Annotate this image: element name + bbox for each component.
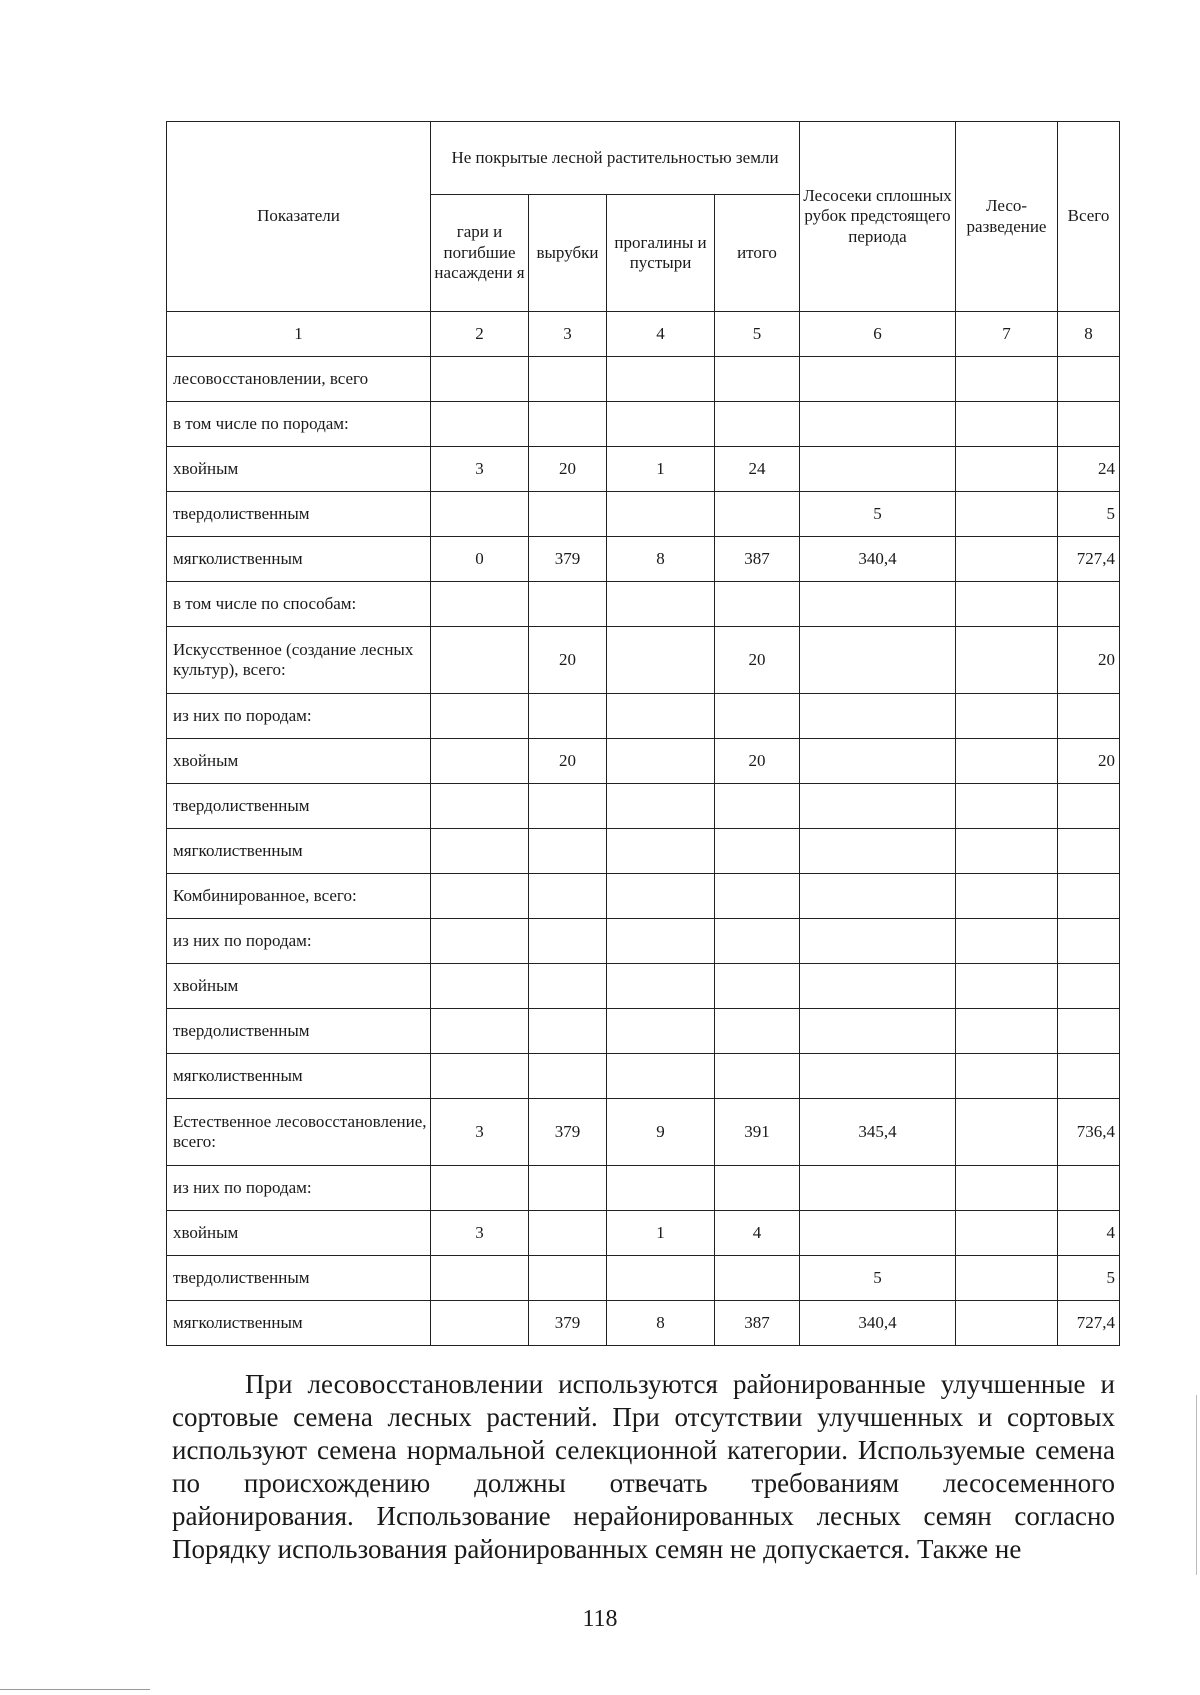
cell-c3: 20	[529, 739, 607, 784]
cell-c3	[529, 492, 607, 537]
cell-c3	[529, 1256, 607, 1301]
cell-c3	[529, 357, 607, 402]
row-label: лесовосстановлении, всего	[167, 357, 431, 402]
cell-c5	[715, 357, 800, 402]
cell-c3: 20	[529, 447, 607, 492]
cell-c8	[1058, 1054, 1120, 1099]
table-header	[167, 122, 1120, 357]
cell-c7	[956, 357, 1058, 402]
cell-c7	[956, 1054, 1058, 1099]
cell-c4	[607, 1256, 715, 1301]
footer-rule	[0, 1689, 150, 1690]
cell-c8: 20	[1058, 627, 1120, 694]
cell-c5: 387	[715, 537, 800, 582]
cell-c5	[715, 874, 800, 919]
row-label: твердолиственным	[167, 1009, 431, 1054]
cell-c2: 3	[431, 1211, 529, 1256]
cell-c2	[431, 739, 529, 784]
cell-c5	[715, 784, 800, 829]
row-label: Комбинированное, всего:	[167, 874, 431, 919]
cell-c2	[431, 1054, 529, 1099]
cell-c7	[956, 1211, 1058, 1256]
header-cutting-areas: Лесосеки сплошных рубок предстоящего периода	[800, 122, 956, 312]
table-row	[167, 1099, 1120, 1166]
row-label: из них по породам:	[167, 1166, 431, 1211]
cell-c7	[956, 874, 1058, 919]
cell-c6	[800, 694, 956, 739]
forest-restoration-table	[166, 121, 1120, 1346]
row-label: мягколиственным	[167, 1054, 431, 1099]
row-label: хвойным	[167, 964, 431, 1009]
cell-c2	[431, 402, 529, 447]
cell-c8: 24	[1058, 447, 1120, 492]
cell-c6: 340,4	[800, 1301, 956, 1346]
row-label: в том числе по способам:	[167, 582, 431, 627]
cell-c4	[607, 1054, 715, 1099]
table-row	[167, 627, 1120, 694]
row-label: из них по породам:	[167, 919, 431, 964]
cell-c8	[1058, 829, 1120, 874]
cell-c6: 5	[800, 492, 956, 537]
column-number: 7	[956, 312, 1058, 357]
cell-c8	[1058, 694, 1120, 739]
cell-c4	[607, 694, 715, 739]
table-row	[167, 1166, 1120, 1211]
cell-c8: 727,4	[1058, 537, 1120, 582]
table-row	[167, 874, 1120, 919]
cell-c2	[431, 694, 529, 739]
cell-c5: 20	[715, 739, 800, 784]
table-row	[167, 1211, 1120, 1256]
cell-c8	[1058, 582, 1120, 627]
column-number: 2	[431, 312, 529, 357]
cell-c3	[529, 874, 607, 919]
cell-c5	[715, 964, 800, 1009]
table-row	[167, 964, 1120, 1009]
cell-c3	[529, 919, 607, 964]
scan-edge-mark	[1196, 1395, 1197, 1575]
cell-c6	[800, 447, 956, 492]
header-clearings: вырубки	[529, 195, 607, 312]
cell-c8	[1058, 874, 1120, 919]
cell-c5: 20	[715, 627, 800, 694]
cell-c6: 345,4	[800, 1099, 956, 1166]
cell-c4	[607, 739, 715, 784]
cell-c6	[800, 582, 956, 627]
cell-c6	[800, 1166, 956, 1211]
cell-c4: 8	[607, 537, 715, 582]
cell-c2	[431, 627, 529, 694]
header-total: Всего	[1058, 122, 1120, 312]
header-glades: прогалины и пустыри	[607, 195, 715, 312]
cell-c6	[800, 829, 956, 874]
cell-c5: 24	[715, 447, 800, 492]
cell-c7	[956, 582, 1058, 627]
cell-c3: 379	[529, 537, 607, 582]
table-row	[167, 1256, 1120, 1301]
cell-c6	[800, 964, 956, 1009]
row-label: Естественное лесовосстановление, всего:	[167, 1099, 431, 1166]
cell-c5	[715, 829, 800, 874]
column-number: 6	[800, 312, 956, 357]
table-row	[167, 739, 1120, 784]
row-label: хвойным	[167, 447, 431, 492]
cell-c2	[431, 492, 529, 537]
cell-c3	[529, 829, 607, 874]
cell-c4: 9	[607, 1099, 715, 1166]
cell-c7	[956, 919, 1058, 964]
cell-c3: 20	[529, 627, 607, 694]
cell-c2	[431, 1256, 529, 1301]
cell-c2	[431, 829, 529, 874]
cell-c4	[607, 964, 715, 1009]
cell-c5: 4	[715, 1211, 800, 1256]
cell-c8: 4	[1058, 1211, 1120, 1256]
cell-c2	[431, 357, 529, 402]
cell-c8	[1058, 357, 1120, 402]
cell-c4	[607, 492, 715, 537]
row-label: хвойным	[167, 1211, 431, 1256]
cell-c5	[715, 492, 800, 537]
cell-c2: 3	[431, 447, 529, 492]
cell-c3	[529, 1009, 607, 1054]
row-label: мягколиственным	[167, 1301, 431, 1346]
cell-c4	[607, 1009, 715, 1054]
column-number: 3	[529, 312, 607, 357]
table-row	[167, 694, 1120, 739]
column-number-row	[167, 312, 1120, 357]
table-row	[167, 1054, 1120, 1099]
cell-c7	[956, 537, 1058, 582]
table-row	[167, 784, 1120, 829]
cell-c6	[800, 627, 956, 694]
cell-c5	[715, 1166, 800, 1211]
cell-c3	[529, 964, 607, 1009]
cell-c4	[607, 1166, 715, 1211]
cell-c7	[956, 447, 1058, 492]
table-row	[167, 447, 1120, 492]
cell-c6	[800, 784, 956, 829]
cell-c5	[715, 919, 800, 964]
table-row	[167, 582, 1120, 627]
cell-c5: 387	[715, 1301, 800, 1346]
table-body	[167, 357, 1120, 1346]
column-number: 8	[1058, 312, 1120, 357]
cell-c4	[607, 402, 715, 447]
cell-c3	[529, 694, 607, 739]
cell-c4	[607, 874, 715, 919]
cell-c3	[529, 582, 607, 627]
row-label: из них по породам:	[167, 694, 431, 739]
cell-c5	[715, 402, 800, 447]
cell-c7	[956, 829, 1058, 874]
column-number: 1	[167, 312, 431, 357]
row-label: в том числе по породам:	[167, 402, 431, 447]
body-paragraph: При лесовосстановлении используются районированные улучшенные и сортовые семена лесных растений. При отсутствии улучшенных и сортовых используют семена нормальной селекционной категории. Используемые семена по происхождению должны отвечать требованиям лесосеменного районирования. Использование нерайонированных лесных семян согласно Порядку использования районированных семян не допускается. Также не	[172, 1369, 1115, 1564]
cell-c4	[607, 919, 715, 964]
cell-c8: 736,4	[1058, 1099, 1120, 1166]
header-indicators: Показатели	[167, 122, 431, 312]
cell-c8: 5	[1058, 492, 1120, 537]
cell-c2	[431, 582, 529, 627]
cell-c7	[956, 402, 1058, 447]
table-row	[167, 829, 1120, 874]
cell-c6	[800, 1009, 956, 1054]
cell-c8: 20	[1058, 739, 1120, 784]
cell-c8: 727,4	[1058, 1301, 1120, 1346]
cell-c6	[800, 1054, 956, 1099]
cell-c5	[715, 582, 800, 627]
cell-c4	[607, 784, 715, 829]
cell-c7	[956, 627, 1058, 694]
cell-c8	[1058, 1166, 1120, 1211]
cell-c4: 1	[607, 447, 715, 492]
cell-c3	[529, 1166, 607, 1211]
row-label: твердолиственным	[167, 1256, 431, 1301]
column-number: 5	[715, 312, 800, 357]
cell-c5	[715, 1256, 800, 1301]
cell-c2	[431, 874, 529, 919]
cell-c4: 8	[607, 1301, 715, 1346]
table-row	[167, 357, 1120, 402]
cell-c7	[956, 1166, 1058, 1211]
cell-c2	[431, 919, 529, 964]
cell-c7	[956, 739, 1058, 784]
cell-c7	[956, 1301, 1058, 1346]
cell-c2	[431, 1009, 529, 1054]
cell-c7	[956, 1256, 1058, 1301]
table-row	[167, 919, 1120, 964]
cell-c5: 391	[715, 1099, 800, 1166]
cell-c6	[800, 874, 956, 919]
row-label: твердолиственным	[167, 784, 431, 829]
cell-c8	[1058, 964, 1120, 1009]
cell-c4	[607, 357, 715, 402]
cell-c8	[1058, 919, 1120, 964]
cell-c4: 1	[607, 1211, 715, 1256]
cell-c4	[607, 627, 715, 694]
cell-c6: 340,4	[800, 537, 956, 582]
cell-c3	[529, 1211, 607, 1256]
cell-c3: 379	[529, 1301, 607, 1346]
row-label: Искусственное (создание лесных культур), всего:	[167, 627, 431, 694]
table-row	[167, 1301, 1120, 1346]
cell-c2	[431, 1166, 529, 1211]
cell-c7	[956, 492, 1058, 537]
cell-c3	[529, 1054, 607, 1099]
header-burnt: гари и погибшие насаждени я	[431, 195, 529, 312]
cell-c7	[956, 964, 1058, 1009]
header-afforestation: Лесо-разведение	[956, 122, 1058, 312]
cell-c7	[956, 1009, 1058, 1054]
cell-c3	[529, 784, 607, 829]
cell-c6	[800, 739, 956, 784]
table-row	[167, 492, 1120, 537]
cell-c2	[431, 784, 529, 829]
row-label: твердолиственным	[167, 492, 431, 537]
column-number: 4	[607, 312, 715, 357]
cell-c2: 0	[431, 537, 529, 582]
cell-c6	[800, 357, 956, 402]
cell-c6	[800, 1211, 956, 1256]
row-label: хвойным	[167, 739, 431, 784]
cell-c5	[715, 1054, 800, 1099]
row-label: мягколиственным	[167, 829, 431, 874]
cell-c3: 379	[529, 1099, 607, 1166]
cell-c7	[956, 784, 1058, 829]
cell-c5	[715, 694, 800, 739]
cell-c2	[431, 1301, 529, 1346]
cell-c3	[529, 402, 607, 447]
cell-c7	[956, 1099, 1058, 1166]
cell-c6: 5	[800, 1256, 956, 1301]
cell-c5	[715, 1009, 800, 1054]
table-row	[167, 402, 1120, 447]
cell-c8	[1058, 402, 1120, 447]
cell-c7	[956, 694, 1058, 739]
row-label: мягколиственным	[167, 537, 431, 582]
header-uncovered-lands: Не покрытые лесной растительностью земли	[431, 122, 800, 195]
cell-c6	[800, 919, 956, 964]
cell-c2	[431, 964, 529, 1009]
cell-c4	[607, 829, 715, 874]
cell-c8	[1058, 784, 1120, 829]
forest-restoration-table-container	[166, 121, 1119, 1346]
cell-c2: 3	[431, 1099, 529, 1166]
cell-c8	[1058, 1009, 1120, 1054]
table-row	[167, 1009, 1120, 1054]
page-number: 118	[582, 1606, 618, 1632]
cell-c8: 5	[1058, 1256, 1120, 1301]
table-row	[167, 537, 1120, 582]
cell-c4	[607, 582, 715, 627]
header-subtotal: итого	[715, 195, 800, 312]
cell-c6	[800, 402, 956, 447]
